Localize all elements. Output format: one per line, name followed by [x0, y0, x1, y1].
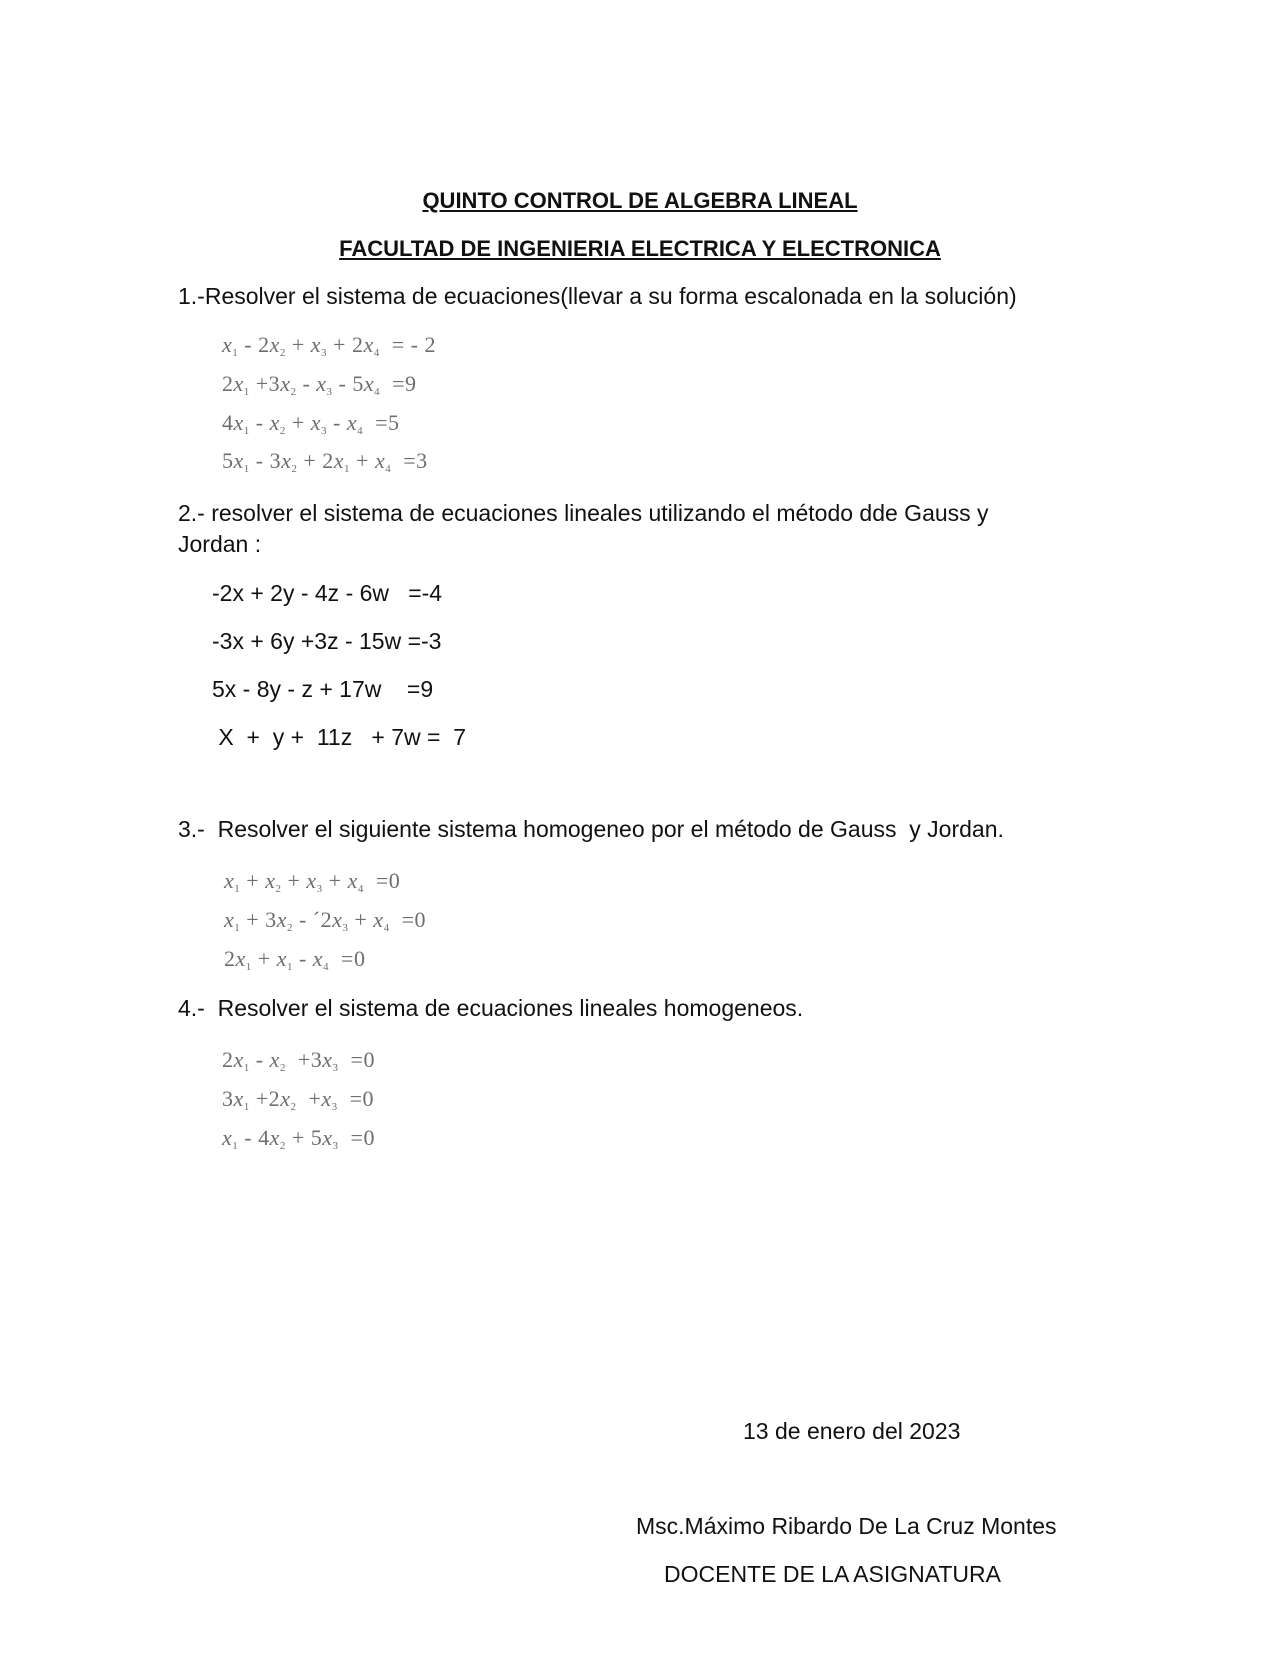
document-title: QUINTO CONTROL DE ALGEBRA LINEAL [422, 188, 858, 213]
question-2-text-line1: 2.- resolver el sistema de ecuaciones lineales utilizando el método dde Gauss y [178, 500, 989, 526]
q3-equation-1-image: $x_1 + x_2 + x_3 + x_4 =0$ [224, 868, 401, 895]
question-2-text-line2: Jordan : [178, 531, 262, 557]
q1-equation-3-image: $4x_1 - x_2 + x_3 - x_4 =5$ [222, 410, 400, 437]
q1-equation-1-image: $x_1 - 2x_2 + x_3 + 2x_4$ = - 2 [222, 332, 436, 359]
q4-equation-1-image: $2x_1 - x_2 +3x_3 =0$ [222, 1047, 375, 1074]
date: 13 de enero del 2023 [743, 1418, 961, 1444]
q1-equation-4-image: $5x_1 - 3x_2 + 2x_1 + x_4 =3$ [222, 448, 428, 475]
q2-equation-3: 5x - 8y - z + 17w =9 [212, 676, 434, 702]
q1-equation-2-image: $2x_1 +3x_2 - x_3 - 5x_4 =9$ [222, 371, 417, 398]
q2-equation-1: -2x + 2y - 4z - 6w =-4 [212, 580, 443, 606]
signature-name: Msc.Máximo Ribardo De La Cruz Montes [636, 1513, 1057, 1539]
question-1-text: 1.-Resolver el sistema de ecuaciones(llevar a su forma escalonada en la solución) [178, 283, 1017, 309]
q3-equation-3-image: $2x_1 + x_1 - x_4 =0$ [224, 946, 366, 973]
q2-equation-2: -3x + 6y +3z - 15w =-3 [212, 628, 442, 654]
q3-equation-2-image: $x_1 + 3x_2$ - $´2x_3 + x_4 =0$ [224, 907, 426, 934]
faculty-title: FACULTAD DE INGENIERIA ELECTRICA Y ELECTRONICA [339, 236, 941, 261]
signature-role: DOCENTE DE LA ASIGNATURA [664, 1561, 1001, 1587]
question-3-text: 3.- Resolver el siguiente sistema homogeneo por el método de Gauss y Jordan. [178, 816, 1004, 842]
q2-equation-4: X + y + 11z + 7w = 7 [212, 724, 466, 750]
question-4-text: 4.- Resolver el sistema de ecuaciones lineales homogeneos. [178, 995, 804, 1021]
q4-equation-2-image: $3x_1 +2x_2 +x_3 =0$ [222, 1086, 375, 1113]
q4-equation-3-image: $x_1 - 4x_2 + 5x_3 =0$ [222, 1125, 375, 1152]
